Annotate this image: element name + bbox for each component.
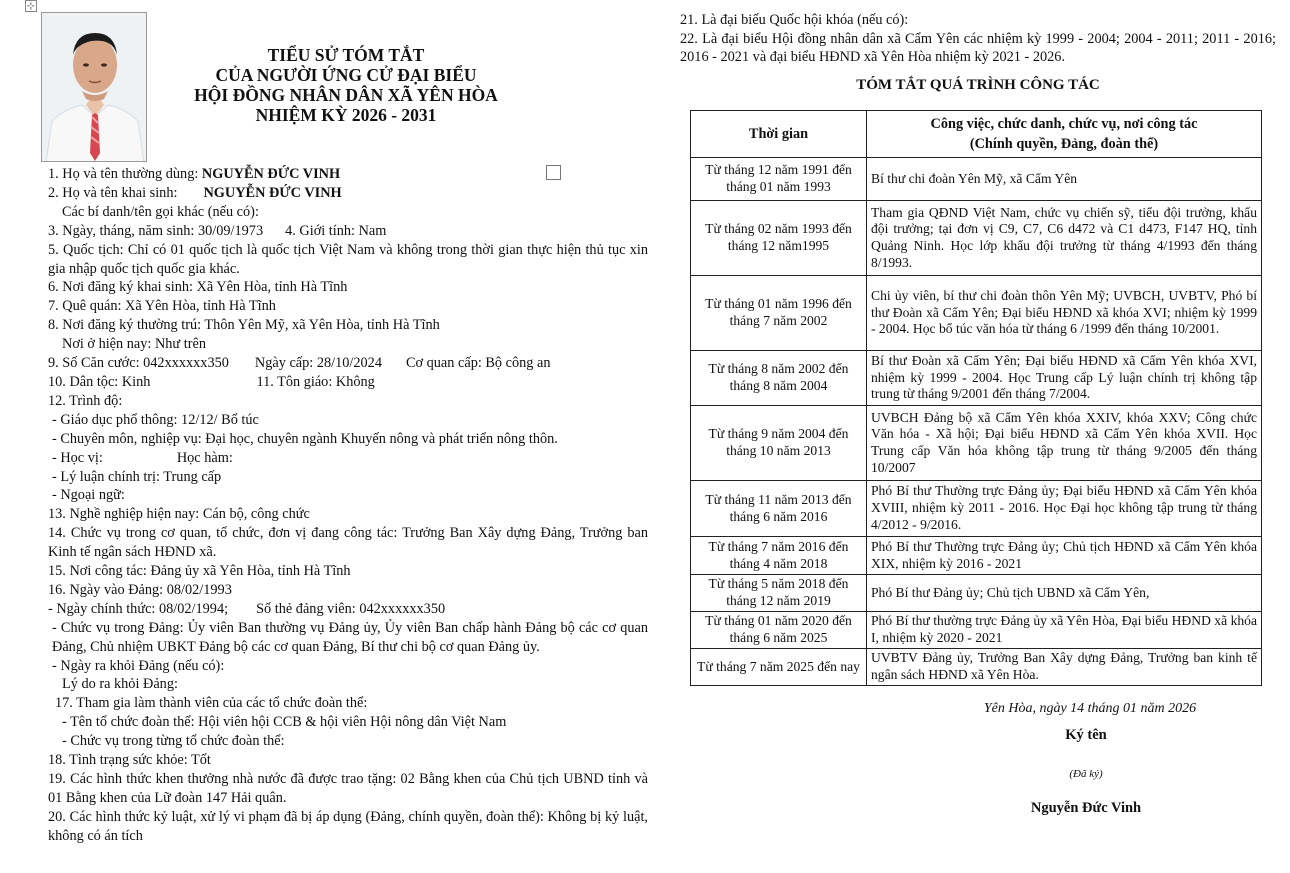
row-description: Tham gia QĐND Việt Nam, chức vụ chiến sỹ, tiểu đội trưởng, khẩu đội trưởng; tại đơn vị C9, C7, C6 d472 và C1 d473, F147 HQ, tỉnh Quảng Ninh. Học lớp khẩu đội trưởng từ tháng 4/1993 đến tháng 8/1993.: [867, 201, 1262, 276]
field-degree-label: - Học vị:: [52, 449, 103, 466]
field-organization-position: - Chức vụ trong từng tổ chức đoàn thể:: [62, 733, 285, 750]
field-birth-gender: [48, 222, 648, 241]
field-party-official: [48, 600, 648, 619]
row-time: Từ tháng 7 năm 2025 đến nay: [691, 649, 867, 686]
table-row: [691, 201, 1262, 276]
signature-name: Nguyễn Đức Vinh: [1030, 800, 1142, 816]
field-party-exit: - Ngày ra khỏi Đảng (nếu có):: [52, 657, 225, 674]
field-organizations: 17. Tham gia làm thành viên của các tổ chức đoàn thể:: [55, 695, 368, 712]
row-description: Chi ủy viên, bí thư chi đoàn thôn Yên Mỹ; UVBCH, UVBTV, Phó bí thư Đoàn xã Cẩm Yên; Đại biểu HĐND xã khóa XVI; nhiệm kỳ 1999 - 2004. Học bổ túc văn hóa từ tháng 6 /1999 đến tháng 10/2001.: [867, 276, 1262, 351]
party-official-date: - Ngày chính thức: 08/02/1994;: [48, 600, 229, 617]
move-anchor-icon[interactable]: ⊹: [26, 1, 36, 12]
field-title-label: Học hàm:: [176, 449, 233, 466]
field-position: 14. Chức vụ trong cơ quan, tổ chức, đơn vị đang công tác: Trưởng Ban Xây dựng Đảng, Trưởng ban Kinh tế ngân sách HĐND xã.: [48, 525, 648, 561]
representative-info: [680, 11, 1276, 67]
table-row: [691, 351, 1262, 406]
title-line-2: CỦA NGƯỜI ỨNG CỬ ĐẠI BIỂU: [215, 65, 477, 85]
id-number: 9. Số Căn cước: 042xxxxxx350: [48, 355, 229, 372]
row-description: Phó Bí thư Thường trực Đảng ủy; Đại biểu HĐND xã Cẩm Yên khóa XVIII, nhiệm kỳ 2011 - 2016. Học Đại học không tập trung từ tháng 4/2012 - 9/2016.: [867, 481, 1262, 537]
field-education: 12. Trình độ:: [48, 392, 123, 409]
field-ethnicity: 10. Dân tộc: Kinh: [48, 373, 151, 390]
header-description: [867, 111, 1262, 158]
row-description: Phó Bí thư Đảng ủy; Chủ tịch UBND xã Cẩm Yên,: [867, 575, 1262, 612]
row-time: Từ tháng 02 năm 1993 đến tháng 12 năm1995: [691, 201, 867, 276]
row-description: Phó Bí thư Thường trực Đảng ủy; Chủ tịch HĐND xã Cẩm Yên khóa XIX, nhiệm kỳ 2016 - 2021: [867, 537, 1262, 575]
row-description: Bí thư Đoàn xã Cẩm Yên; Đại biểu HĐND xã Cẩm Yên khóa XVI, nhiệm kỳ 1999 - 2004. Học Trung cấp Lý luận chính trị không tập trung từ tháng 9/2001 đến tháng 7/2004.: [867, 351, 1262, 406]
candidate-photo: [41, 12, 147, 162]
header-description-line-1: Công việc, chức danh, chức vụ, nơi công tác: [930, 116, 1198, 132]
field-general-education: - Giáo dục phổ thông: 12/12/ Bổ túc: [52, 411, 259, 428]
party-card-number: Số thẻ đảng viên: 042xxxxxx350: [256, 600, 446, 617]
row-description: Bí thư chi đoàn Yên Mỹ, xã Cẩm Yên: [867, 158, 1262, 201]
field-party-admission: 16. Ngày vào Đảng: 08/02/1993: [48, 581, 232, 598]
field-workplace: 15. Nơi công tác: Đảng ủy xã Yên Hòa, tỉnh Hà Tĩnh: [48, 563, 351, 580]
id-issue-date: Ngày cấp: 28/10/2024: [254, 355, 382, 372]
row-time: Từ tháng 11 năm 2013 đến tháng 6 năm 2016: [691, 481, 867, 537]
field-political-theory: - Lý luận chính trị: Trung cấp: [52, 468, 222, 485]
field-awards: 19. Các hình thức khen thưởng nhà nước đã được trao tặng: 02 Bằng khen của Chủ tịch UBND tỉnh và 01 Bằng khen của Lữ đoàn 147 Hải quân.: [48, 771, 648, 806]
table-row: [691, 575, 1262, 612]
table-row: [691, 481, 1262, 537]
row-time: Từ tháng 7 năm 2016 đến tháng 4 năm 2018: [691, 537, 867, 575]
field-nationality: 5. Quốc tịch: Chỉ có 01 quốc tịch là quốc tịch Việt Nam và không trong thời gian thực hiện thủ tục xin gia nhập quốc tịch quốc gia khác.: [48, 241, 648, 277]
row-description: UVBTV Đảng ủy, Trưởng Ban Xây dựng Đảng, Trưởng ban kinh tế ngân sách HĐND xã Yên Hòa.: [867, 649, 1262, 686]
field-alias: Các bí danh/tên gọi khác (nếu có):: [62, 203, 259, 220]
title-line-3: HỘI ĐỒNG NHÂN DÂN XÃ YÊN HÒA: [194, 85, 498, 105]
id-issuer: Cơ quan cấp: Bộ công an: [405, 355, 551, 372]
field-gender: 4. Giới tính: Nam: [285, 222, 387, 239]
field-current-address: Nơi ở hiện nay: Như trên: [62, 336, 206, 353]
row-time: Từ tháng 01 năm 2020 đến tháng 6 năm 2025: [691, 612, 867, 649]
table-row: [691, 612, 1262, 649]
field-birthdate: 3. Ngày, tháng, năm sinh: 30/09/1973: [48, 222, 264, 239]
field-council-member: 22. Là đại biểu Hội đồng nhân dân xã Cẩm Yên các nhiệm kỳ 1999 - 2004; 2004 - 2011; 2011 - 2016; 2016 - 2021 và đại biểu HĐND xã Yên Hòa nhiệm kỳ 2021 - 2026.: [680, 30, 1276, 65]
row-description: UVBCH Đảng bộ xã Cẩm Yên khóa XXIV, khóa XXV; Công chức Văn hóa - Xã hội; Đại biểu HĐND xã Cẩm Yên khóa XVII. Học Trung cấp Văn hóa không tập trung từ tháng 9/2005 đến tháng 10/2007: [867, 406, 1262, 481]
table-row: [691, 276, 1262, 351]
field-birth-name: [48, 184, 648, 203]
signature-signed-note: (Đã ký): [1069, 768, 1103, 780]
row-description: Phó Bí thư thường trực Đảng ủy xã Yên Hòa, Đại biểu HĐND xã khóa I, nhiệm kỳ 2020 - 2021: [867, 612, 1262, 649]
row-time: Từ tháng 01 năm 1996 đến tháng 7 năm 2002: [691, 276, 867, 351]
work-history-table: [690, 110, 1262, 686]
title-line-1: TIỂU SỬ TÓM TẮT: [267, 45, 425, 65]
table-row: [691, 649, 1262, 686]
field-value: NGUYỄN ĐỨC VINH: [201, 166, 341, 182]
field-discipline: 20. Các hình thức kỷ luật, xử lý vi phạm đã bị áp dụng (Đảng, chính quyền, đoàn thể): Không bị kỷ luật, không có án tích: [48, 808, 648, 844]
field-hometown: 7. Quê quán: Xã Yên Hòa, tỉnh Hà Tĩnh: [48, 298, 276, 315]
row-time: Từ tháng 5 năm 2018 đến tháng 12 năm 2019: [691, 575, 867, 612]
field-foreign-language: - Ngoại ngữ:: [52, 487, 125, 504]
field-party-exit-reason: Lý do ra khỏi Đảng:: [62, 676, 178, 693]
header-time: Thời gian: [691, 111, 867, 158]
field-label: 1. Họ và tên thường dùng:: [48, 166, 202, 182]
title-line-4: NHIỆM KỲ 2026 - 2031: [255, 105, 437, 125]
row-time: Từ tháng 8 năm 2002 đến tháng 8 năm 2004: [691, 351, 867, 406]
field-common-name: [48, 165, 648, 184]
field-specialty: - Chuyên môn, nghiệp vụ: Đại học, chuyên ngành Khuyến nông và phát triển nông thôn.: [52, 430, 558, 447]
table-row: [691, 158, 1262, 201]
field-id-card: [48, 354, 648, 373]
signature-place-date: Yên Hòa, ngày 14 tháng 01 năm 2026: [983, 701, 1197, 716]
field-health: 18. Tình trạng sức khỏe: Tốt: [48, 752, 211, 769]
field-degree: [48, 449, 648, 468]
field-religion: 11. Tôn giáo: Không: [256, 373, 375, 390]
table-row: [691, 537, 1262, 575]
work-history-title: TÓM TẮT QUÁ TRÌNH CÔNG TÁC: [856, 77, 1100, 93]
field-national-assembly: 21. Là đại biểu Quốc hội khóa (nếu có):: [680, 12, 909, 28]
field-value: NGUYỄN ĐỨC VINH: [203, 184, 342, 201]
header-description-line-2: (Chính quyền, Đảng, đoàn thể): [969, 136, 1159, 152]
document-title: [160, 45, 532, 125]
field-party-position: - Chức vụ trong Đảng: Ủy viên Ban thường vụ Đảng ủy, Ủy viên Ban chấp hành Đảng bộ các cơ quan Đảng, Chủ nhiệm UBKT Đảng bộ các cơ quan Đảng, Bí thư chi bộ cơ quan Đảng ủy.: [52, 619, 648, 655]
field-occupation: 13. Nghề nghiệp hiện nay: Cán bộ, công chức: [48, 506, 310, 523]
table-row: [691, 406, 1262, 481]
table-header-row: [691, 111, 1262, 158]
field-label: 2. Họ và tên khai sinh:: [48, 184, 178, 201]
personal-info: [48, 165, 648, 846]
row-time: Từ tháng 12 năm 1991 đến tháng 01 năm 1993: [691, 158, 867, 201]
row-time: Từ tháng 9 năm 2004 đến tháng 10 năm 2013: [691, 406, 867, 481]
signature-label: Ký tên: [1065, 727, 1107, 743]
field-ethnic-religion: [48, 373, 648, 392]
field-organization-name: - Tên tổ chức đoàn thể: Hội viên hội CCB & hội viên Hội nông dân Việt Nam: [62, 714, 507, 731]
portrait-image: [42, 13, 147, 162]
field-birth-registration: 6. Nơi đăng ký khai sinh: Xã Yên Hòa, tỉnh Hà Tĩnh: [48, 279, 348, 296]
field-permanent-address: 8. Nơi đăng ký thường trú: Thôn Yên Mỹ, xã Yên Hòa, tỉnh Hà Tĩnh: [48, 317, 440, 334]
